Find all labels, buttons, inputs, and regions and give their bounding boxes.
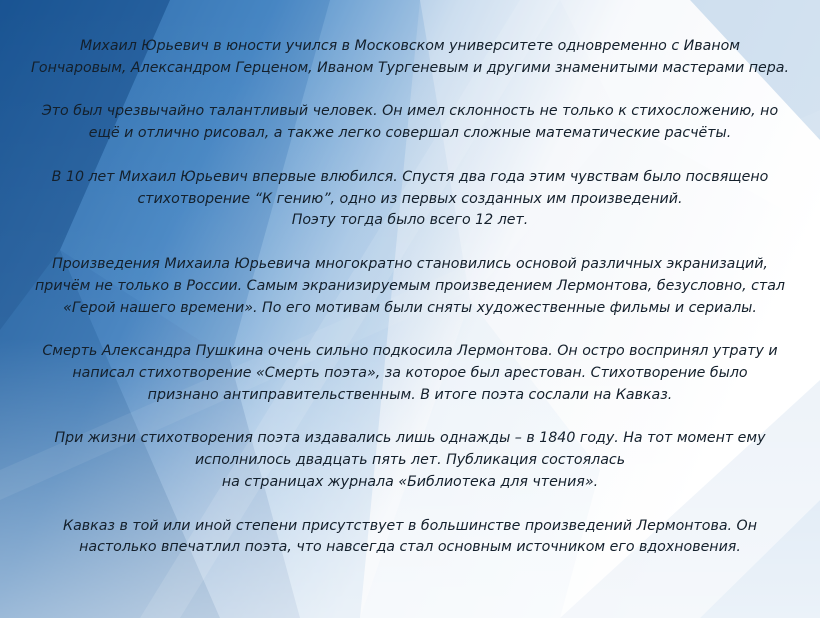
paragraph-line: Гончаровым, Александром Герценом, Иваном Тургеневым и другими знаменитыми мастерами пера. [31,59,789,76]
paragraph [10,341,810,406]
paragraph [10,516,810,560]
paragraph [10,428,810,493]
paragraph-line: Смерть Александра Пушкина очень сильно подкосила Лермонтова. Он остро воспринял утрату и [42,343,778,360]
paragraph-line: написал стихотворение «Смерть поэта», за которое был арестован. Стихотворение было [72,364,748,381]
paragraph-line: Это был чрезвычайно талантливый человек. Он имел склонность не только к стихосложению, но [41,103,779,120]
paragraph-line: исполнилось двадцать пять лет. Публикация состоялась [194,452,626,469]
paragraph-line: причём не только в России. Самым экранизируемым произведением Лермонтова, безусловно, стал [35,277,785,294]
paragraph-line: ещё и отлично рисовал, а также легко совершал сложные математические расчёты. [88,125,732,142]
paragraph-line: «Герой нашего времени». По его мотивам были сняты художественные фильмы и сериалы. [63,299,757,316]
paragraph [10,167,810,232]
paragraph-line: При жизни стихотворения поэта издавались лишь однажды – в 1840 году. На тот момент ему [54,430,766,447]
paragraph-line: на страницах журнала «Библиотека для чтения». [221,473,599,490]
paragraph-line: настолько впечатлил поэта, что навсегда стал основным источником его вдохновения. [79,539,741,556]
paragraph [10,254,810,319]
paragraph-line: стихотворение “К гению”, одно из первых созданных им произведений. [137,190,683,207]
paragraph-line: Произведения Михаила Юрьевича многократно становились основой различных экранизаций, [52,255,768,272]
paragraph-line: Кавказ в той или иной степени присутствует в большинстве произведений Лермонтова. Он [63,517,757,534]
paragraph-line: признано антиправительственным. В итоге поэта сослали на Кавказ. [147,386,673,403]
paragraph-line: Михаил Юрьевич в юности учился в Московском университете одновременно с Иваном [79,38,741,54]
paragraph [10,36,810,80]
paragraph [10,101,810,145]
paragraph-line: В 10 лет Михаил Юрьевич впервые влюбился. Спустя два года этим чувствам было посвящено [51,168,769,185]
paragraph-line: Поэту тогда было всего 12 лет. [291,212,529,229]
text-body [10,36,810,581]
